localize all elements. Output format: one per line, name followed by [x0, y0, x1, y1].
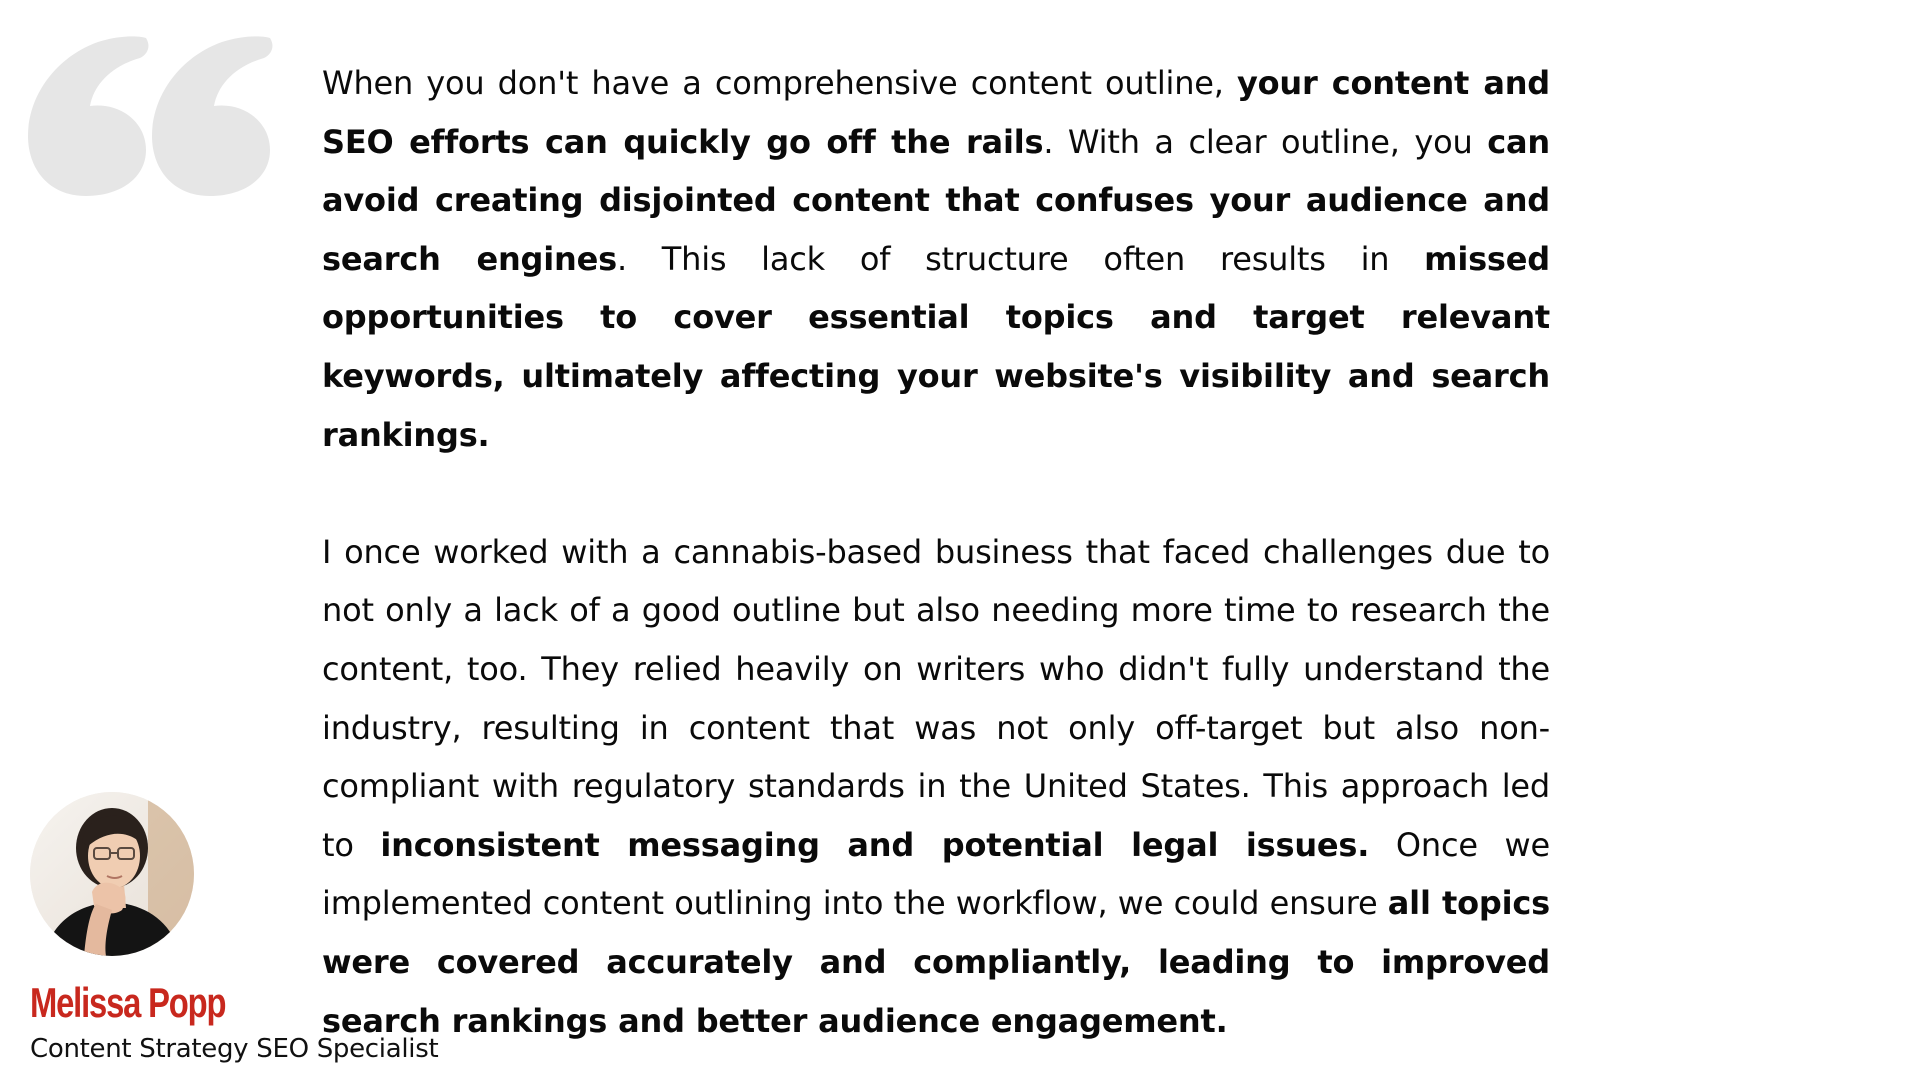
author-avatar — [30, 792, 194, 956]
quote-emphasis: inconsistent messaging and potential legal issues. — [380, 825, 1370, 864]
quote-emphasis: missed opportunities to cover essential topics and target relevant keywords, ultimately affecting your website's visibility and search rankings. — [322, 239, 1550, 454]
quote-emphasis: all topics were covered accurately and compliantly, leading to improved search rankings and better audience engagement. — [322, 884, 1550, 1040]
quote-text: When you don't have a comprehensive content outline, — [322, 64, 1237, 102]
quote-paragraph-1 — [322, 54, 1550, 464]
quote-text: Once we implemented content outlining into the workflow, we could ensure — [322, 825, 1550, 923]
avatar-portrait-icon — [30, 792, 194, 956]
quote-text: I once worked with a cannabis-based business that faced challenges due to not only a lack of a good outline but also needing more time to research the content, too. They relied heavily on writers who didn't fully understand the industry, resulting in content that was not only off-target but also non-compliant with regulatory standards in the United States. This approach led to — [322, 532, 1550, 864]
quote-text: . This lack of structure often results in — [616, 239, 1425, 278]
quote-text: . With a clear outline, you — [1043, 122, 1488, 161]
quote-body — [322, 54, 1550, 1050]
quote-mark-icon — [28, 36, 278, 206]
author-role: Content Strategy SEO Specialist — [30, 1034, 439, 1064]
quote-emphasis: can avoid creating disjointed content that confuses your audience and search engines — [322, 122, 1550, 278]
quote-emphasis: your content and SEO efforts can quickly go off the rails — [322, 64, 1550, 161]
author-name: Melissa Popp — [30, 979, 226, 1026]
quote-paragraph-2 — [322, 523, 1550, 1050]
